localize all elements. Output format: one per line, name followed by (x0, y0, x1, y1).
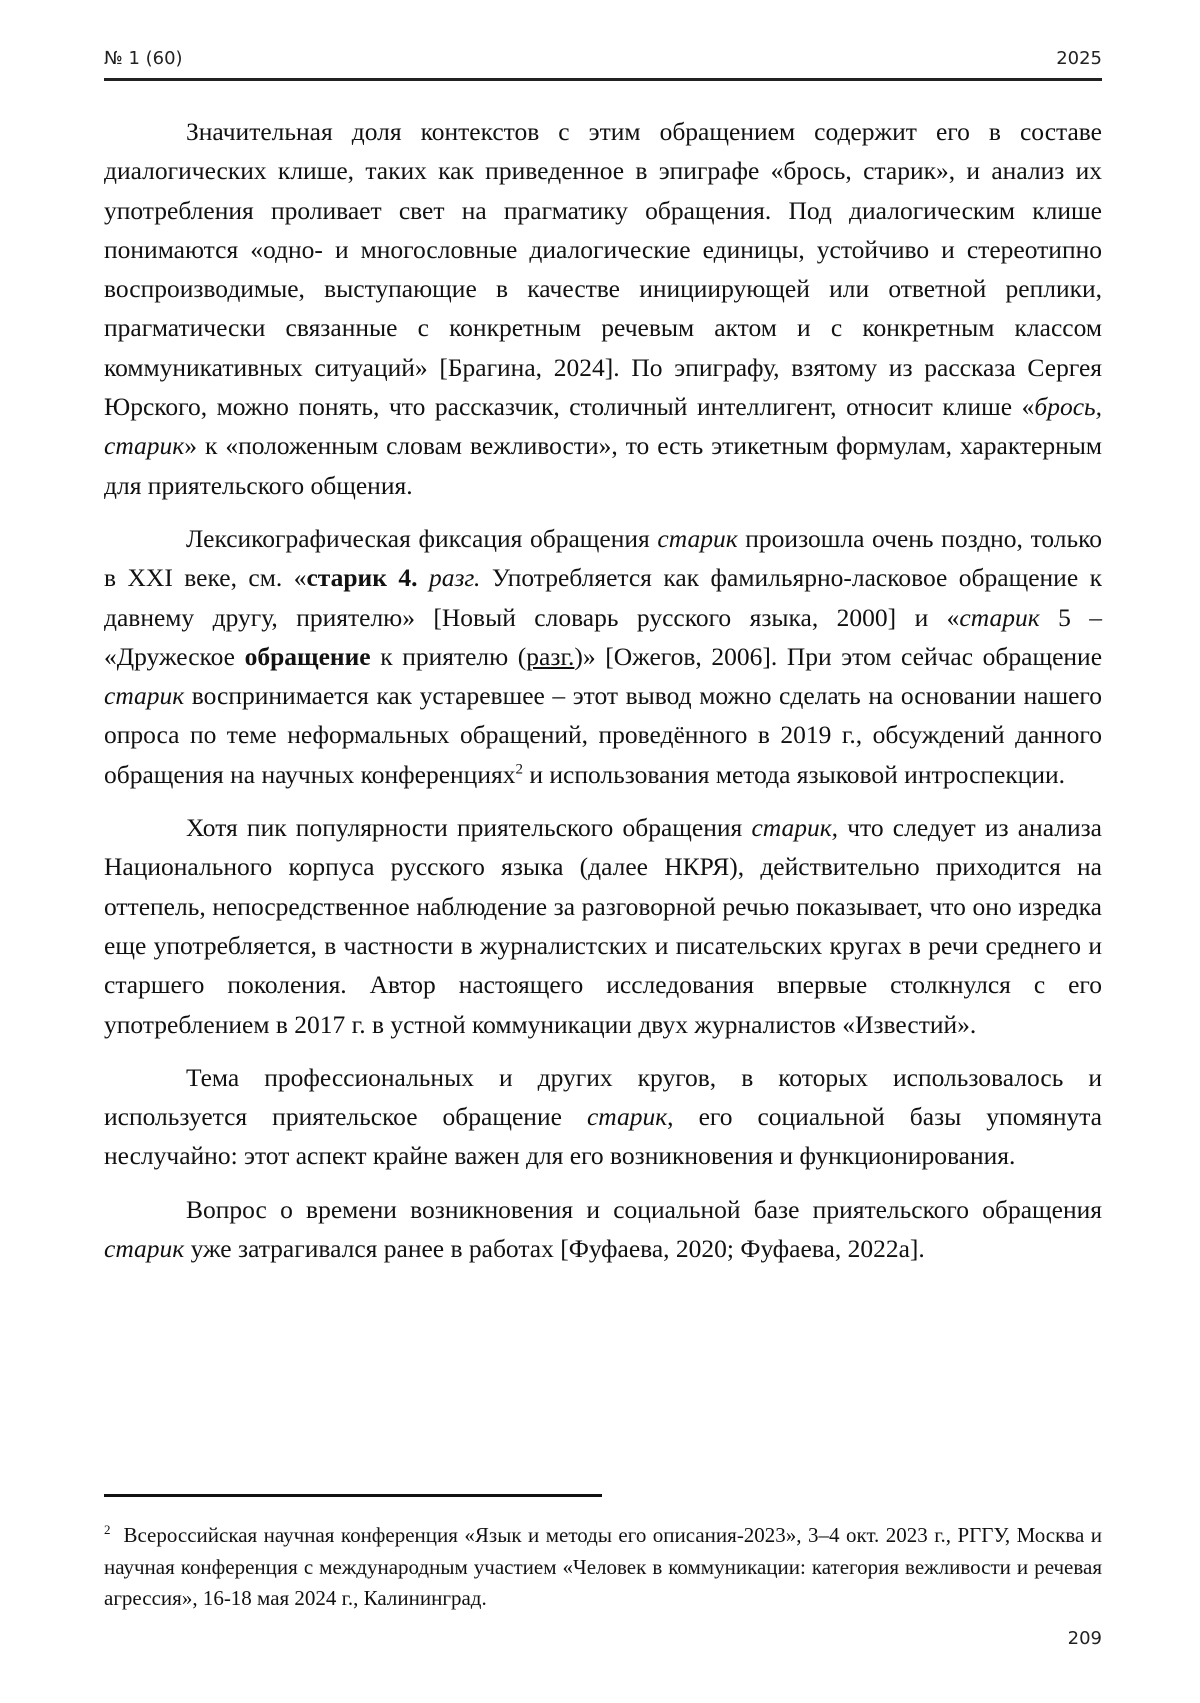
footnote-marker: 2 (104, 1522, 111, 1537)
paragraph-5: Вопрос о времени возникновения и социальной базе приятельского обращения старик уже затрагивался ранее в работах [Фуфаева, 2020; Фуфаева, 2022а]. (104, 1194, 1102, 1264)
paragraph-2: Лексикографическая фиксация обращения старик произошла очень поздно, только в XXI веке, см. «старик 4. разг. Употребляется как фамильярно-ласковое обращение к давнему другу, приятелю» [Новый словарь русского языка, 2000] и «старик 5 – «Дружеское обращение к приятелю (разг.)» [Ожегов, 2006]. При этом сейчас обращение старик воспринимается как устаревшее – этот вывод можно сделать на основании нашего опроса по теме неформальных обращений, проведённого в 2019 г., обсуждений данного обращения на научных конференциях$^2$ и использования метода языковой интроспекции. (104, 523, 1103, 789)
running-header (104, 44, 1102, 81)
paragraph-1: Значительная доля контекстов с этим обращением содержит его в составе диалогических клише, таких как приведенное в эпиграфе «брось, старик», и анализ их употребления проливает свет на прагматику обращения. Под диалогическим клише понимаются «одно- и многословные диалогические единицы, устойчиво и стереотипно воспроизводимые, выступающие в качестве инициирующей или ответной реплики, прагматически связанные с конкретным речевым актом и с конкретным классом коммуникативных ситуаций» [Брагина, 2024]. По эпиграфу, взятому из рассказа Сергея Юрского, можно понять, что рассказчик, столичный интеллигент, относит клише «брось, старик» к «положенным словам вежливости», то есть этикетным формулам, характерным для приятельского общения. (104, 117, 1102, 500)
paragraph-4: Тема профессиональных и других кругов, в которых использовалось и используется приятельское обращение старик, его социальной базы упомянута неслучайно: этот аспект крайне важен для его возникновения и функционирования. (104, 1062, 1102, 1171)
paragraph-3: Хотя пик популярности приятельского обращения старик, что следует из анализа Национального корпуса русского языка (далее НКРЯ), действительно приходится на оттепель, непосредственное наблюдение за разговорной речью показывает, что оно изредка еще употребляется, в частности в журналистских и писательских кругах в речи среднего и старшего поколения. Автор настоящего исследования впервые столкнулся с его употреблением в 2017 г. в устной коммуникации двух журналистов «Известий». (104, 813, 1102, 1039)
issue-number: № 1 (60) (104, 48, 183, 69)
footnote-text: Всероссийская научная конференция «Язык и методы его описания-2023», 3–4 окт. 2023 г., РГГУ, Москва и научная конференция с международным участием «Человек в коммуникации: категория вежливости и речевая агрессия», 16-18 мая 2024 г., Калининград. (104, 1523, 1102, 1610)
footnote-separator (104, 1494, 602, 1497)
article-body (104, 112, 1102, 1285)
footnote-ref: 2 (515, 761, 523, 778)
footnote (104, 1520, 1102, 1615)
publication-year: 2025 (1056, 48, 1102, 69)
page-number: 209 (1067, 1628, 1102, 1649)
